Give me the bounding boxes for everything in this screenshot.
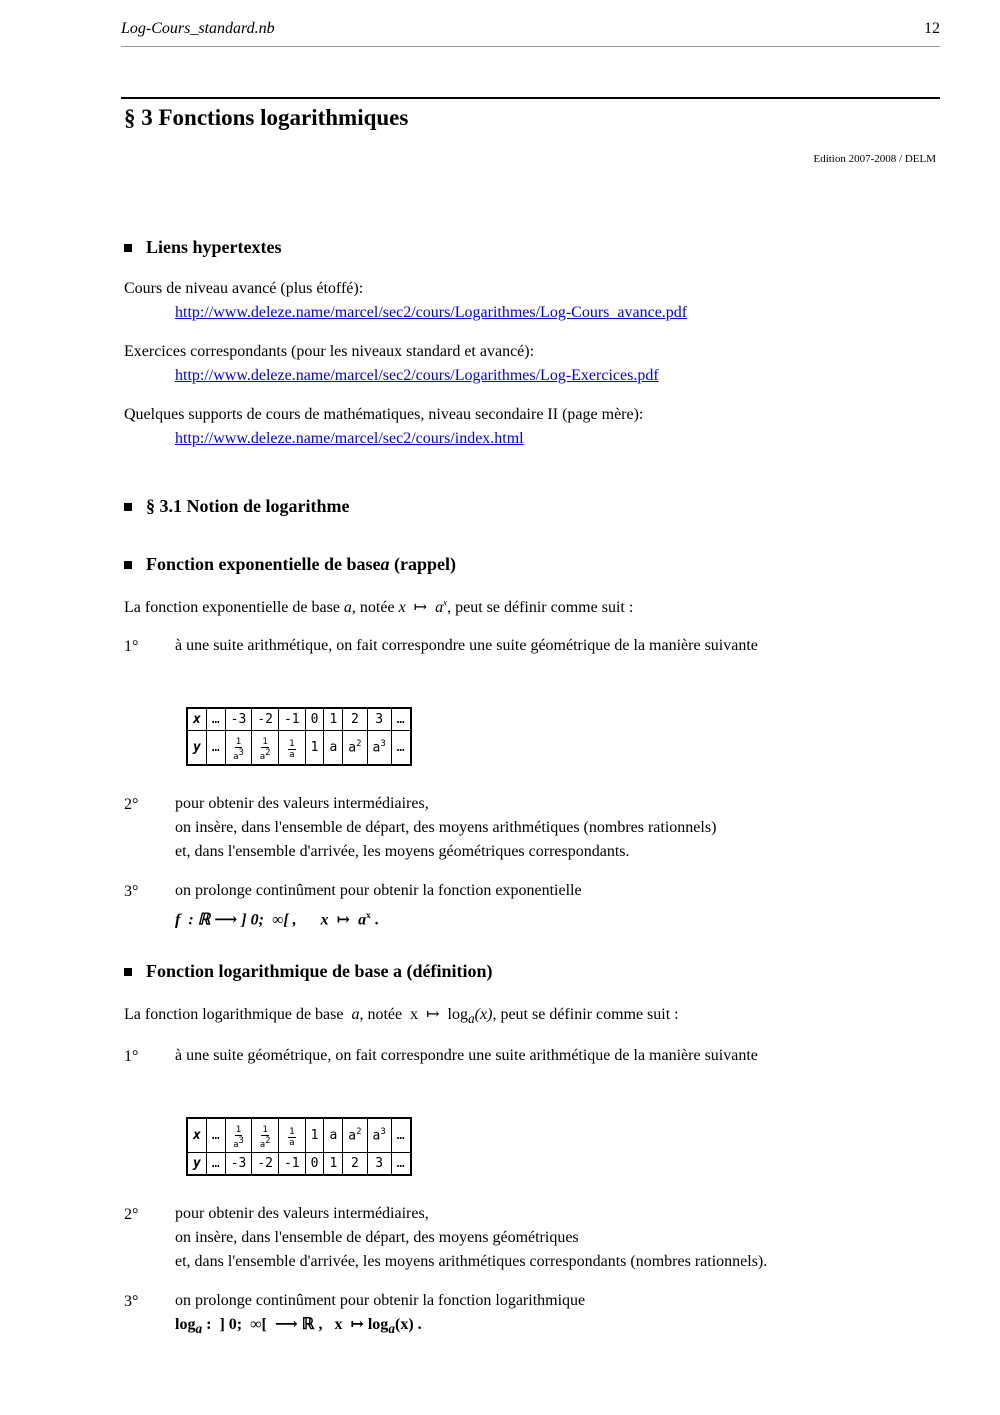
ellipsis-cell: … bbox=[391, 1153, 410, 1176]
exp-heading-var: a bbox=[380, 554, 390, 574]
log-step2-line: et, dans l'ensemble d'arrivée, les moyens arithmétiques correspondants (nombres rationnels). bbox=[175, 1253, 768, 1270]
log-intro-var: a bbox=[351, 1006, 360, 1023]
exp-formula-b: x ↦ a bbox=[320, 911, 367, 929]
exp-heading-post: (rappel) bbox=[389, 554, 456, 574]
exp-intro-sup: x bbox=[443, 597, 448, 608]
x-label: x bbox=[187, 708, 206, 731]
log-step1-text: à une suite géométrique, on fait correspondre une suite arithmétique de la manière suivante bbox=[175, 1047, 758, 1064]
table-cell: 3 bbox=[367, 1153, 391, 1176]
edition-note: Edition 2007-2008 / DELM bbox=[813, 153, 936, 165]
table-cell: a bbox=[324, 731, 343, 766]
table-row bbox=[187, 731, 411, 766]
log-step2-number: 2° bbox=[124, 1206, 139, 1223]
exp-heading-pre: Fonction exponentielle de base bbox=[146, 554, 381, 574]
table-cell: -3 bbox=[225, 708, 252, 731]
links-heading-text: Liens hypertextes bbox=[146, 237, 282, 257]
section-3-1-heading bbox=[124, 496, 349, 517]
exp-intro-var: a bbox=[343, 599, 352, 616]
log-intro-post: , peut se définir comme suit : bbox=[492, 1006, 679, 1023]
exp-formula-end: . bbox=[370, 911, 379, 929]
ellipsis-cell: … bbox=[206, 731, 225, 766]
table-cell: $\frac{1}{a}$ bbox=[278, 731, 305, 766]
log-formula-sub: a bbox=[195, 1321, 203, 1337]
exp-step2-line: et, dans l'ensemble d'arrivée, les moyens géométriques correspondants. bbox=[175, 843, 630, 860]
table-cell: 2 bbox=[343, 1153, 367, 1176]
exp-step2-number: 2° bbox=[124, 796, 139, 813]
link-advanced-course[interactable]: http://www.deleze.name/marcel/sec2/cours/Logarithmes/Log-Cours_avance.pdf bbox=[175, 304, 688, 321]
exp-intro-mid: , notée bbox=[351, 599, 399, 616]
table-cell: 1 bbox=[324, 708, 343, 731]
table-cell: -2 bbox=[252, 1153, 279, 1176]
table-cell: 3 bbox=[367, 708, 391, 731]
log-step3-text bbox=[175, 1289, 585, 1341]
exp-formula bbox=[175, 903, 582, 932]
table-cell: -1 bbox=[278, 1153, 305, 1176]
exp-heading bbox=[124, 554, 456, 575]
log-step2-text bbox=[175, 1202, 767, 1274]
log-value-table bbox=[186, 1117, 412, 1176]
exp-intro-map: x ↦ a bbox=[398, 599, 444, 616]
table-cell: $\frac{1}{a^2}$ bbox=[252, 731, 279, 766]
page-number: 12 bbox=[924, 20, 940, 37]
table-cell: 1 bbox=[305, 1118, 324, 1153]
link-course-index[interactable]: http://www.deleze.name/marcel/sec2/cours/index.html bbox=[175, 430, 524, 447]
exp-step2-line: on insère, dans l'ensemble de départ, des moyens arithmétiques (nombres rationnels) bbox=[175, 819, 717, 836]
log-formula bbox=[175, 1313, 585, 1341]
log-formula-sub2: a bbox=[388, 1321, 395, 1337]
links-heading bbox=[124, 237, 281, 258]
table-cell: -2 bbox=[252, 708, 279, 731]
table-cell: $\frac{1}{a^3}$ bbox=[225, 731, 252, 766]
exp-step2-line: pour obtenir des valeurs intermédiaires, bbox=[175, 795, 429, 812]
ellipsis-cell: … bbox=[391, 708, 410, 731]
running-header-filename: Log-Cours_standard.nb bbox=[121, 20, 275, 37]
exp-step3-number: 3° bbox=[124, 883, 139, 900]
header-divider bbox=[121, 46, 940, 47]
table-cell: $a^3$ bbox=[367, 1118, 391, 1153]
exp-step3-text bbox=[175, 879, 582, 932]
link-desc-index: Quelques supports de cours de mathématiques, niveau secondaire II (page mère): bbox=[124, 406, 644, 423]
table-cell: 1 bbox=[324, 1153, 343, 1176]
ellipsis-cell: … bbox=[391, 731, 410, 766]
log-heading-text: Fonction logarithmique de base a (définition) bbox=[146, 961, 493, 981]
exp-value-table bbox=[186, 707, 412, 766]
table-cell: 1 bbox=[305, 731, 324, 766]
exp-intro-post: , peut se définir comme suit : bbox=[447, 599, 634, 616]
table-cell: $\frac{1}{a^2}$ bbox=[252, 1118, 279, 1153]
exp-step3-line: on prolonge continûment pour obtenir la fonction exponentielle bbox=[175, 882, 582, 899]
log-step2-line: pour obtenir des valeurs intermédiaires, bbox=[175, 1205, 429, 1222]
exp-step1-text: à une suite arithmétique, on fait correspondre une suite géométrique de la manière suivante bbox=[175, 637, 758, 654]
log-formula-c: (x) . bbox=[394, 1316, 422, 1333]
square-bullet-icon bbox=[124, 561, 132, 569]
link-desc-advanced: Cours de niveau avancé (plus étoffé): bbox=[124, 280, 364, 297]
log-step3-number: 3° bbox=[124, 1293, 139, 1310]
exp-intro-pre: La fonction exponentielle de base bbox=[124, 599, 344, 616]
log-step3-line: on prolonge continûment pour obtenir la fonction logarithmique bbox=[175, 1292, 586, 1309]
ellipsis-cell: … bbox=[206, 708, 225, 731]
link-desc-exercises: Exercices correspondants (pour les niveaux standard et avancé): bbox=[124, 343, 535, 360]
y-label: y bbox=[193, 1156, 201, 1171]
log-intro-map: x ↦ log bbox=[410, 1006, 468, 1023]
log-step1-number: 1° bbox=[124, 1048, 139, 1065]
ellipsis-cell: … bbox=[206, 1153, 225, 1176]
table-cell: 0 bbox=[305, 1153, 324, 1176]
x-label: x bbox=[187, 1118, 206, 1153]
square-bullet-icon bbox=[124, 244, 132, 252]
exp-intro bbox=[124, 597, 633, 617]
ellipsis-cell: … bbox=[391, 1118, 410, 1153]
exp-formula-sup: x bbox=[366, 910, 371, 920]
section-top-rule bbox=[121, 97, 940, 99]
table-cell: a bbox=[324, 1118, 343, 1153]
ellipsis-cell: … bbox=[206, 1118, 225, 1153]
table-cell: $a^2$ bbox=[343, 731, 367, 766]
page-title: § 3 Fonctions logarithmiques bbox=[124, 105, 409, 130]
table-row bbox=[187, 708, 411, 731]
table-cell: $a^2$ bbox=[343, 1118, 367, 1153]
table-cell: -3 bbox=[225, 1153, 252, 1176]
log-heading bbox=[124, 961, 493, 982]
log-intro bbox=[124, 1004, 679, 1027]
log-formula-b: : ] 0; ∞[ ⟶ ℝ , x ↦ log bbox=[202, 1316, 389, 1333]
table-cell: 2 bbox=[343, 708, 367, 731]
table-cell: $a^3$ bbox=[367, 731, 391, 766]
table-row bbox=[187, 1153, 411, 1176]
square-bullet-icon bbox=[124, 503, 132, 511]
section-3-1-heading-text: § 3.1 Notion de logarithme bbox=[146, 496, 350, 516]
log-intro-mid: , notée bbox=[359, 1006, 411, 1023]
y-label: y bbox=[193, 740, 201, 755]
table-cell: -1 bbox=[278, 708, 305, 731]
link-exercises[interactable]: http://www.deleze.name/marcel/sec2/cours/Logarithmes/Log-Exercices.pdf bbox=[175, 367, 659, 384]
table-cell: $\frac{1}{a^3}$ bbox=[225, 1118, 252, 1153]
exp-step1-number: 1° bbox=[124, 638, 139, 655]
table-row bbox=[187, 1118, 411, 1153]
log-intro-pre: La fonction logarithmique de base bbox=[124, 1006, 352, 1023]
log-formula-a: log bbox=[175, 1316, 196, 1333]
log-step2-line: on insère, dans l'ensemble de départ, des moyens géométriques bbox=[175, 1229, 579, 1246]
log-intro-arg: (x) bbox=[474, 1006, 493, 1023]
table-cell: $\frac{1}{a}$ bbox=[278, 1118, 305, 1153]
table-cell: 0 bbox=[305, 708, 324, 731]
exp-formula-a: f : ℝ ⟶ ] 0; ∞[ , bbox=[175, 911, 297, 929]
square-bullet-icon bbox=[124, 968, 132, 976]
exp-step2-text bbox=[175, 792, 716, 864]
log-intro-sub: a bbox=[468, 1011, 475, 1027]
